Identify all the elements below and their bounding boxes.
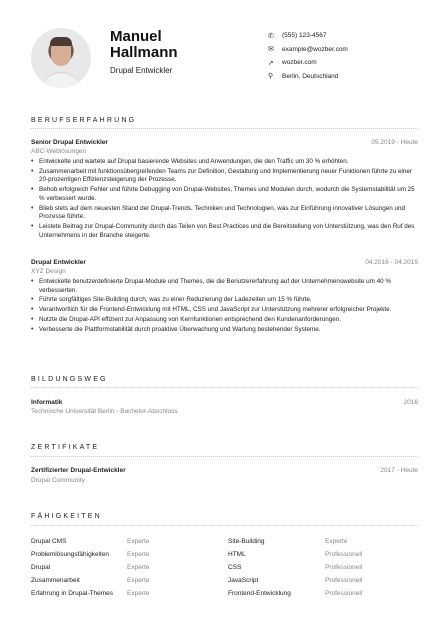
skill-name: Zusammenarbeit [31, 577, 80, 584]
list-item: • Führte sorgfältiges Site-Building durch, was zu einer Reduzierung der Ladezeiten um 15 % führte. [31, 296, 421, 305]
contact-website-text[interactable]: wozber.com [282, 59, 317, 66]
job-title: Drupal Entwickler [110, 66, 173, 75]
section-title-certificates: ZERTIFIKATE [31, 444, 100, 451]
contact-phone [268, 29, 438, 42]
list-item: • Verantwortlich für die Frontend-Entwicklung mit HTML, CSS und JavaScript zur Unterstützung mehrerer erfolgreicher Projekte. [31, 306, 421, 315]
skill-level: Experte [127, 590, 150, 597]
skill-name: Frontend-Entwicklung [228, 590, 291, 597]
photo-hair [50, 37, 72, 46]
contact-website[interactable] [268, 56, 438, 69]
section-divider [31, 128, 418, 129]
certificate-issuer: Drupal Community [31, 477, 85, 484]
contact-email-text[interactable]: example@wozber.com [282, 45, 348, 53]
skill-name: Drupal [31, 564, 51, 571]
job-2-title: Drupal Entwickler [31, 259, 86, 266]
section-divider [31, 387, 418, 388]
profile-photo [31, 28, 91, 88]
skill-name: Erfahrung in Drupal-Themes [31, 590, 114, 597]
education-date: 2016 [403, 399, 418, 406]
skill-level: Professionell [325, 551, 363, 558]
job-1-bullets [31, 158, 421, 241]
contact-location-text: Berlin, Deutschland [282, 72, 339, 80]
skill-level: Professionell [325, 577, 363, 584]
job-1-company: ABC-Weblösungen [31, 148, 87, 155]
email-icon: ✉ [268, 46, 274, 53]
skill-name: HTML [228, 551, 246, 558]
contact-location [268, 70, 438, 83]
skills-grid [31, 535, 421, 600]
list-item: • Zusammenarbeit mit funktionsübergreifenden Teams zur Definition, Gestaltung und Implementierung neuer Funktionen führte zu einer 20-prozentigen Effizienzsteigerung der Prozesse. [31, 168, 421, 185]
job-2-date: 04.2016 - 04.2019 [365, 259, 418, 266]
job-2-bullets [31, 278, 421, 336]
skill-name: Drupal CMS [31, 538, 67, 545]
full-name [110, 29, 250, 61]
link-icon: ➚ [268, 59, 274, 67]
location-icon: ⚲ [268, 73, 274, 80]
skill-name: Site-Building [228, 538, 265, 545]
job-1-title: Senior Drupal Entwickler [31, 139, 108, 146]
list-item: • Leistete Beitrag zur Drupal-Community durch das Teilen von Best Practices und die Bereitstellung von Unterstützung, was den Ruf des Unternehmens in der Branche steigerte. [31, 223, 421, 240]
resume-header [0, 0, 448, 110]
skill-level: Professionell [325, 564, 363, 571]
section-title-experience: BERUFSERFAHRUNG [31, 117, 137, 124]
section-divider [31, 525, 418, 526]
list-item: • Blieb stets auf dem neuesten Stand der Drupal-Trends, Techniken und Technologien, was zur Einführung innovativer Lösungen und Prozesse führte. [31, 205, 421, 222]
skill-level: Experte [127, 577, 150, 584]
skill-level: Experte [325, 538, 348, 545]
skill-level: Experte [127, 551, 150, 558]
certificate-date: 2017 - Heute [380, 467, 418, 474]
list-item: • Entwickelte und wartete auf Drupal basierende Websites und Anwendungen, die den Traffic um 30 % erhöhten. [31, 158, 421, 167]
last-name: Hallmann [110, 44, 178, 61]
skill-level: Experte [127, 538, 150, 545]
contact-phone-text: (555) 123-4567 [282, 32, 327, 39]
skill-name: Problemlösungsfähigkeiten [31, 551, 110, 558]
job-1-date: 05.2019 - Heute [371, 139, 418, 146]
section-title-skills: FÄHIGKEITEN [31, 513, 102, 520]
education-school: Technische Universität Berlin - Bachelor-Abschluss [31, 408, 178, 415]
certificate-title: Zertifizierter Drupal-Entwickler [31, 467, 126, 474]
skill-name: JavaScript [228, 577, 259, 584]
skill-name: CSS [228, 564, 242, 571]
contact-list [268, 29, 438, 83]
photo-shoulders [41, 72, 81, 88]
section-title-education: BILDUNGSWEG [31, 376, 108, 383]
list-item: • Behob erfolgreich Fehler und führte Debugging von Drupal-Websites, Themes und Modulen durch, wodurch die Systemstabilität um 25 % verbessert wurde. [31, 186, 421, 203]
list-item: • Nutzte die Drupal-API effizient zur Anpassung von Kernfunktionen entsprechend den Kundenanforderungen. [31, 316, 421, 325]
list-item: • Entwickelte benutzerdefinierte Drupal-Module und Themes, die die Benutzererfahrung auf der Unternehmenswebsite um 40 % verbesserten. [31, 278, 421, 295]
contact-email[interactable] [268, 43, 438, 56]
phone-icon: ✆ [268, 32, 274, 40]
skill-level: Professionell [325, 590, 363, 597]
skill-level: Experte [127, 564, 150, 571]
first-name: Manuel [110, 28, 162, 45]
education-title: Informatik [31, 399, 63, 406]
job-2-company: XYZ Design [31, 268, 66, 275]
list-item: • Verbesserte die Plattformstabilität durch proaktive Überwachung und Wartung bestehender Systeme. [31, 326, 421, 335]
section-divider [31, 456, 418, 457]
